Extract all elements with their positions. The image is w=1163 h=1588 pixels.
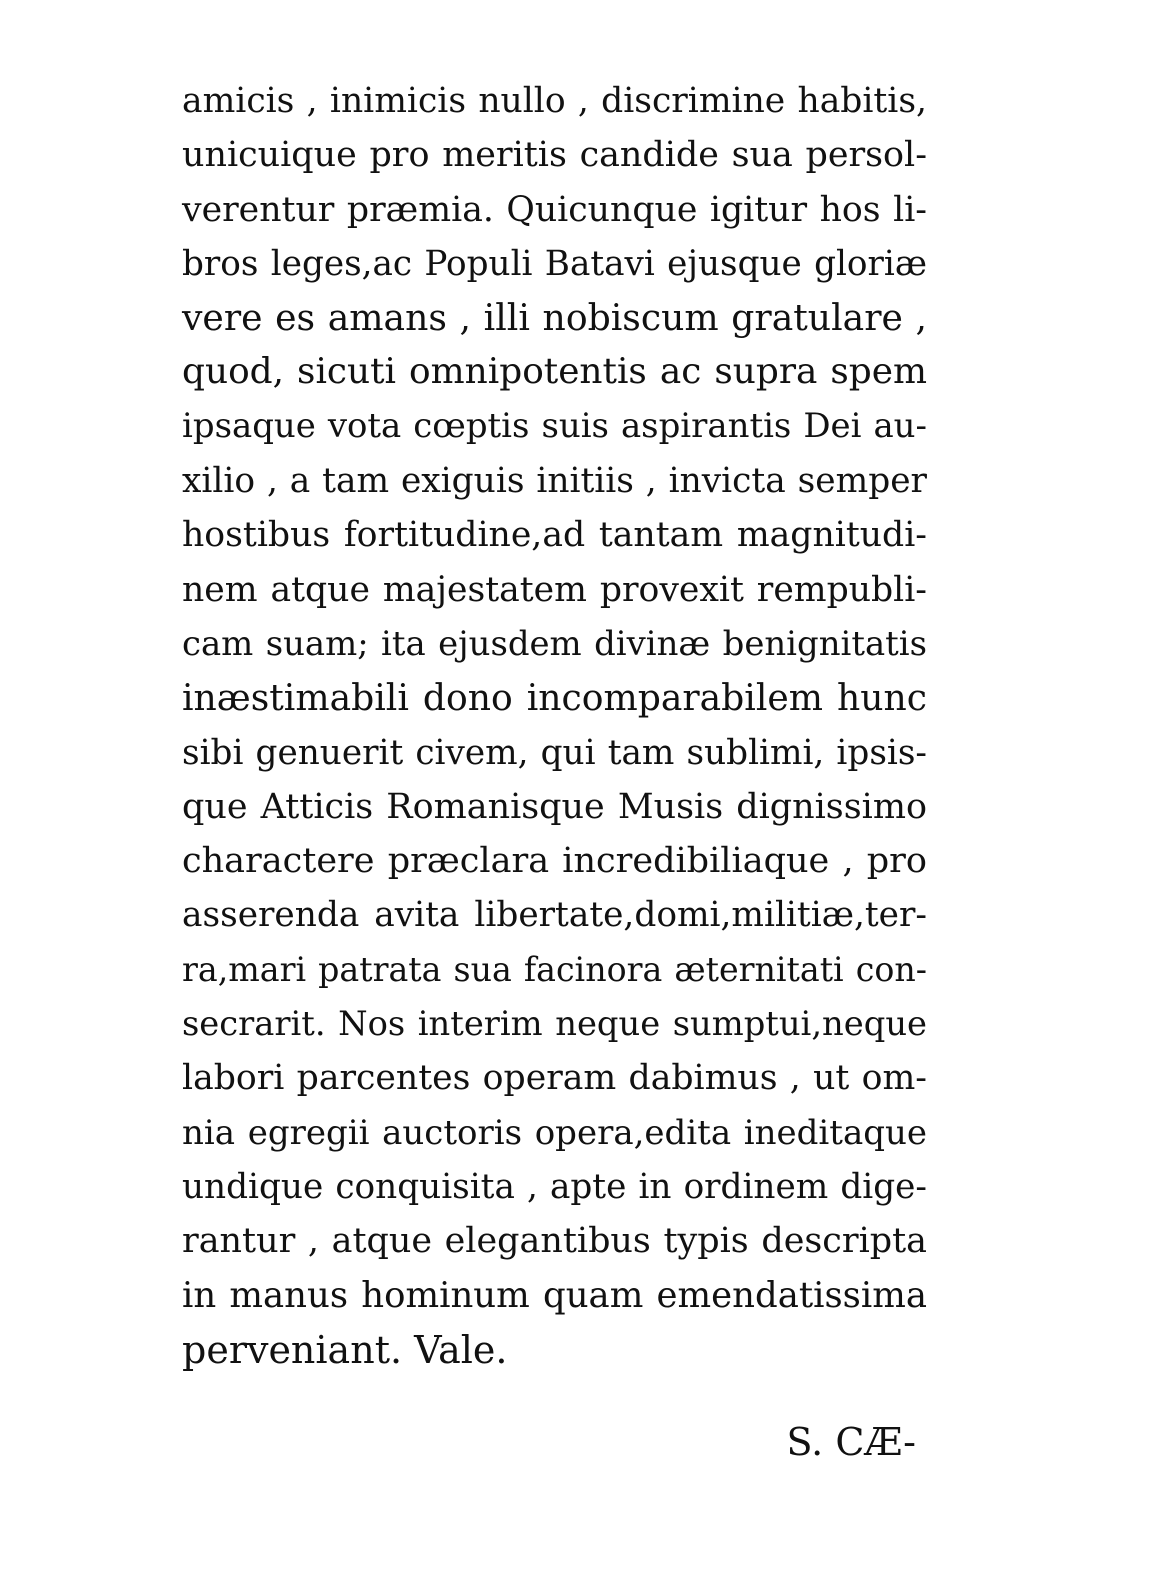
- text-line: vere es amans , illi nobiscum gratulare ,: [182, 296, 927, 340]
- text-line: ipsaque vota cœptis suis aspirantis Dei au-: [182, 406, 927, 446]
- text-line: nia egregii auctoris opera,edita ineditaque: [182, 1112, 927, 1153]
- text-line: bros leges,ac Populi Batavi ejusque gloriæ: [182, 243, 927, 284]
- text-line: rantur , atque elegantibus typis descripta: [182, 1221, 927, 1262]
- text-line: secrarit. Nos interim neque sumptui,neque: [182, 1004, 927, 1044]
- text-line: hostibus fortitudine,ad tantam magnitudi-: [182, 515, 927, 556]
- text-line: inæstimabili dono incomparabilem hunc: [182, 676, 927, 720]
- catchword: S. CÆ-: [786, 1420, 916, 1464]
- body-text: [182, 74, 927, 1377]
- text-line: labori parcentes operam dabimus , ut om-: [182, 1058, 927, 1099]
- text-line: verentur præmia. Quicunque igitur hos li-: [182, 189, 927, 230]
- text-line: xilio , a tam exiguis initiis , invicta semper: [182, 461, 927, 502]
- text-line: unicuique pro meritis candide sua persol-: [182, 135, 927, 176]
- text-line: sibi genuerit civem, qui tam sublimi, ipsis-: [182, 732, 927, 773]
- text-line: cam suam; ita ejusdem divinæ benignitatis: [182, 623, 927, 663]
- text-line: que Atticis Romanisque Musis dignissimo: [182, 786, 927, 827]
- text-line: undique conquisita , apte in ordinem dige-: [182, 1166, 927, 1207]
- text-line: charactere præclara incredibiliaque , pro: [182, 840, 927, 882]
- text-line: in manus hominum quam emendatissima: [182, 1274, 927, 1316]
- text-line: nem atque majestatem provexit rempubli-: [182, 569, 927, 610]
- text-line-final: perveniant. Vale.: [182, 1327, 508, 1372]
- text-line: ra,mari patrata sua facinora æternitati con-: [182, 949, 927, 989]
- text-line: amicis , inimicis nullo , discrimine habitis,: [182, 81, 927, 121]
- text-line: asserenda avita libertate,domi,militiæ,ter-: [182, 895, 927, 936]
- text-line: quod, sicuti omnipotentis ac supra spem: [182, 351, 927, 393]
